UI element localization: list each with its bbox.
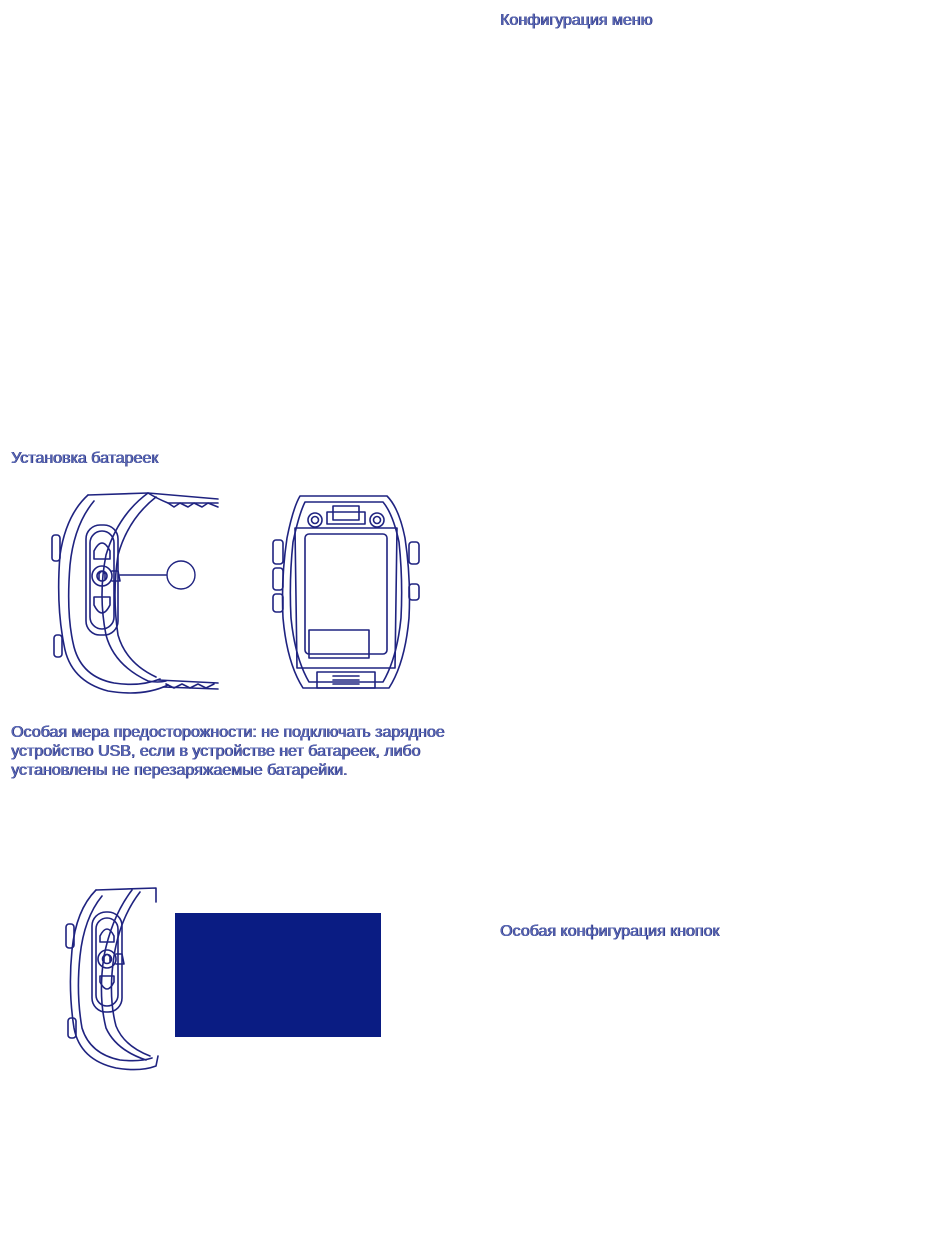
device-side-view: [48, 485, 228, 700]
blue-block: [175, 913, 381, 1037]
menu-config-heading: Конфигурация меню: [500, 12, 653, 29]
device-side-view-small: [60, 880, 170, 1075]
callout-circle: [167, 561, 195, 589]
device-back-view: [265, 488, 425, 703]
button-config-heading: Особая конфигурация кнопок: [500, 923, 720, 940]
battery-install-heading: Установка батареек: [11, 450, 159, 467]
battery-warning-text: Особая мера предосторожности: не подключать зарядное устройство USB, если в устройстве нет батареек, либо установлены не перезаряжаемые батарейки.: [11, 724, 445, 779]
